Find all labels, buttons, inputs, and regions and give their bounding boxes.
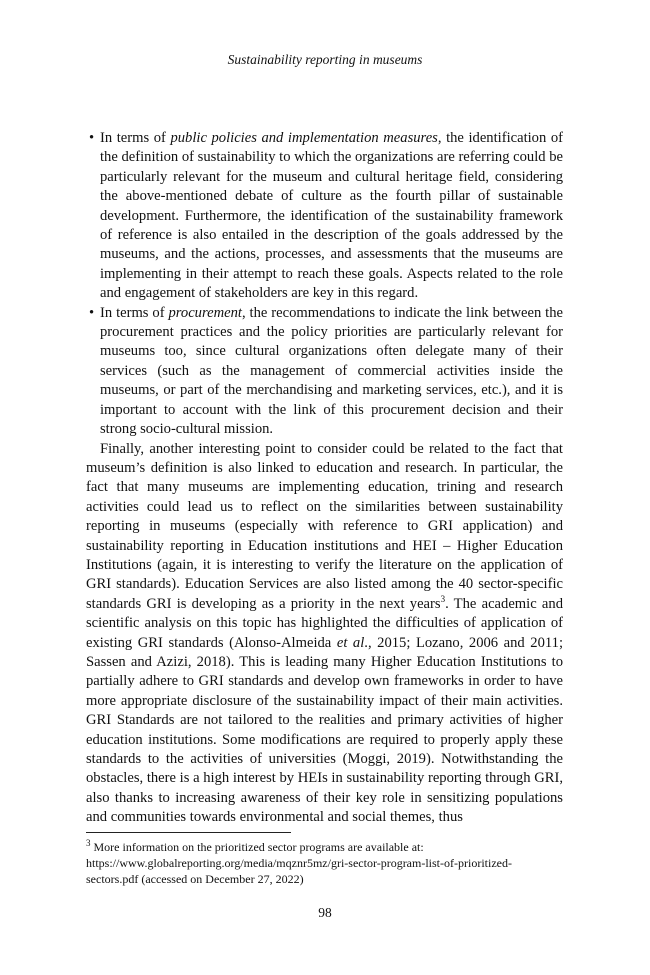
paragraph-text: . The academic and scientific analysis on this topic has highlighted the difficulties of application of existing GRI standards (Alonso-Almeida: [86, 595, 563, 651]
footnote-number: 3: [86, 838, 91, 848]
bullet-text: , the identification of the definition of sustainability to which the organizations are referring could be particularly relevant for the museum and cultural heritage field, considering the above-mentioned debate of culture as the fourth pillar of sustainable development. Furthermore, the identification of the sustainability framework of reference is also entailed in the description of the goals addressed by the museums, and the actions, processes, and assessments that the museums are implementing in their attempt to reach these goals. Aspects related to the role and engagement of stakeholders are key in this regard.: [100, 130, 564, 302]
bullet-item-procurement: [86, 304, 563, 440]
bullet-mark: •: [89, 130, 95, 146]
footnote: [86, 839, 563, 887]
bullet-emphasis: procurement: [168, 304, 242, 321]
bullet-lead: In terms of: [100, 130, 171, 146]
bullet-mark: •: [89, 304, 95, 321]
bullet-text: , the recommendations to indicate the link between the procurement practices and the policy priorities are particularly relevant for museums too, since cultural organizations often delegate many of their services (such as the management of commercial activities inside the museums, or part of the merchandising and marketing services, etc.), and it is important to account with the link of this procurement decision and their strong socio-cultural mission.: [100, 304, 563, 438]
page-number: 98: [318, 905, 332, 920]
footnote-text: More information on the prioritized sector programs are available at: https://www.globalreporting.org/media/mqznr5mz/gri-sector-program-list-of-prioritized-sectors.pdf (accessed on December 27, 2022): [86, 840, 512, 886]
bullet-item-public-policies: [86, 129, 563, 304]
body-text: [86, 129, 563, 828]
footnote-divider: [86, 832, 291, 833]
body-paragraph: [86, 440, 563, 828]
running-header: Sustainability reporting in museums: [227, 52, 423, 67]
citation-etal: et al: [336, 634, 365, 651]
footnote-reference[interactable]: 3: [440, 593, 446, 604]
paragraph-text: ., 2015; Lozano, 2006 and 2011; Sassen and Azizi, 2018). This is leading many Higher Education Institutions to partially adhere to GRI standards and develop own frameworks in order to have more appropriate disclosure of the sustainability impact of their main activities. GRI Standards are not tailored to the realities and primary activities of higher education institutions. Some modifications are required to properly apply these standards to the activities of universities (Moggi, 2019). Notwithstanding the obstacles, there is a high interest by HEIs in sustainability reporting through GRI, also thanks to increasing awareness of their key role in sensitizing populations and communities towards environmental and social themes, thus: [86, 634, 563, 826]
bullet-emphasis: public policies and implementation measures: [170, 130, 438, 146]
paragraph-text: Finally, another interesting point to consider could be related to the fact that museum’s definition is also linked to education and research. In particular, the fact that many museums are implementing education, trining and research activities could lead us to reflect on the similarities between sustainability reporting in museums (especially with reference to GRI application) and sustainability reporting in Education institutions and HEI – Higher Education Institutions (again, it is interesting to verify the literature on the application of GRI standards). Education Services are also listed among the 40 sector-specific standards GRI is developing as a priority in the next years: [86, 440, 563, 612]
bullet-lead: In terms of: [100, 304, 169, 321]
